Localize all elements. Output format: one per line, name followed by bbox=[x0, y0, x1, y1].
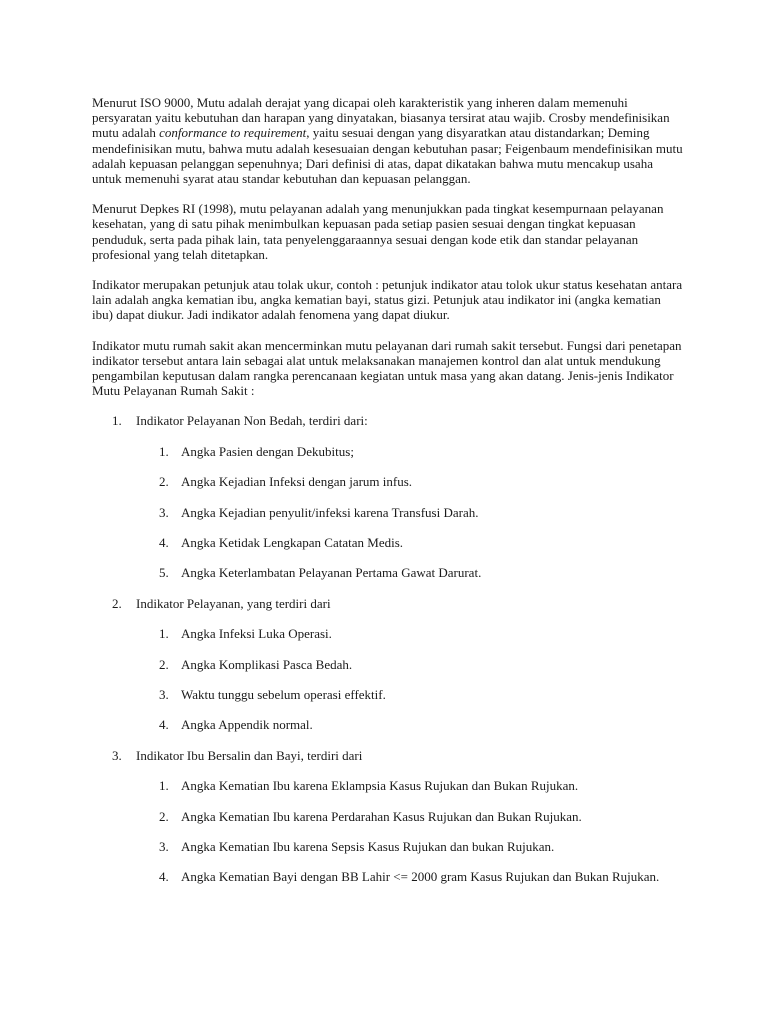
sub-list bbox=[136, 778, 684, 884]
sub-list-text: Waktu tunggu sebelum operasi effektif. bbox=[181, 686, 386, 702]
document-body bbox=[92, 95, 684, 900]
sub-list-number: 1. bbox=[159, 443, 169, 459]
paragraph-text: , yaitu sesuai dengan yang disyaratkan atau distandarkan; Deming mendefinisikan mutu, bahwa mutu adalah kesesuaian dengan kebutuhan pasar; Feigenbaum mendefinisikan mutu adalah kepuasan pelanggan sepenuhnya; Dari definisi di atas, dapat dikatakan bahwa mutu mencakup usaha untuk memenuhi syarat atau standar kebutuhan dan kepuasan pelanggan. bbox=[92, 125, 683, 187]
list-label: Indikator Ibu Bersalin dan Bayi, terdiri dari bbox=[136, 747, 363, 763]
sub-list-text: Angka Kematian Bayi dengan BB Lahir <= 2000 gram Kasus Rujukan dan Bukan Rujukan. bbox=[181, 869, 660, 885]
sub-list-text: Angka Kejadian Infeksi dengan jarum infus. bbox=[181, 474, 413, 490]
sub-list-item bbox=[136, 626, 684, 641]
sub-list-item bbox=[136, 687, 684, 702]
sub-list-item bbox=[136, 505, 684, 520]
paragraph-hospital-indicator: Indikator mutu rumah sakit akan mencerminkan mutu pelayanan dari rumah sakit tersebut. Fungsi dari penetapan indikator tersebut antara lain sebagai alat untuk melaksanakan manajemen kontrol dan alat untuk mendukung pengambilan keputusan dalam rangka perencanaan kegiatan untuk masa yang akan datang. Jenis-jenis Indikator Mutu Pelayanan Rumah Sakit : bbox=[92, 337, 682, 399]
paragraph-iso-definition bbox=[92, 95, 684, 186]
sub-list-item bbox=[136, 809, 684, 824]
sub-list-text: Angka Ketidak Lengkapan Catatan Medis. bbox=[181, 535, 404, 551]
sub-list-number: 3. bbox=[159, 838, 169, 854]
list-number: 1. bbox=[112, 413, 122, 429]
sub-list-text: Angka Kematian Ibu karena Sepsis Kasus Rujukan dan bukan Rujukan. bbox=[181, 838, 555, 854]
sub-list-item bbox=[136, 535, 684, 550]
list-number: 2. bbox=[112, 595, 122, 611]
sub-list-number: 3. bbox=[159, 504, 169, 520]
list-label: Indikator Pelayanan, yang terdiri dari bbox=[136, 595, 331, 611]
sub-list-item bbox=[136, 565, 684, 580]
sub-list-number: 2. bbox=[159, 656, 169, 672]
sub-list-item bbox=[136, 869, 684, 884]
sub-list-number: 4. bbox=[159, 535, 169, 551]
sub-list-text: Angka Kejadian penyulit/infeksi karena Transfusi Darah. bbox=[181, 504, 479, 520]
sub-list bbox=[136, 626, 684, 732]
sub-list-number: 2. bbox=[159, 808, 169, 824]
sub-list bbox=[136, 444, 684, 581]
sub-list-number: 3. bbox=[159, 686, 169, 702]
sub-list-number: 2. bbox=[159, 474, 169, 490]
sub-list-number: 5. bbox=[159, 565, 169, 581]
sub-list-number: 4. bbox=[159, 717, 169, 733]
paragraph-text: Menurut ISO 9000, Mutu adalah derajat yang dicapai oleh karakteristik yang inheren dalam memenuhi persyaratan yaitu kebutuhan dan harapan yang dinyatakan, biasanya tersirat atau wajib. Crosby mendefinisikan mutu adalah bbox=[92, 95, 670, 141]
sub-list-text: Angka Kematian Ibu karena Eklampsia Kasus Rujukan dan Bukan Rujukan. bbox=[181, 778, 579, 794]
sub-list-text: Angka Appendik normal. bbox=[181, 717, 313, 733]
paragraph-indicator-definition: Indikator merupakan petunjuk atau tolak ukur, contoh : petunjuk indikator atau tolok ukur status kesehatan antara lain adalah angka kematian ibu, angka kematian bayi, status gizi. Petunjuk atau indikator ini (angka kematian ibu) dapat diukur. Jadi indikator adalah fenomena yang dapat diukur. bbox=[92, 277, 683, 323]
sub-list-item bbox=[136, 444, 684, 459]
italic-phrase: conformance to requirement bbox=[159, 125, 307, 141]
paragraph-depkes-definition: Menurut Depkes RI (1998), mutu pelayanan adalah yang menunjukkan pada tingkat kesempurnaan pelayanan kesehatan, yang di satu pihak menimbulkan kepuasan pada setiap pasien sesuai dengan tingkat kepuasan penduduk, serta pada pihak lain, tata penyelenggaraannya sesuai dengan kode etik dan standar pelayanan profesional yang telah ditetapkan. bbox=[92, 201, 664, 262]
list-item bbox=[92, 748, 684, 885]
list-label: Indikator Pelayanan Non Bedah, terdiri dari: bbox=[136, 413, 368, 429]
sub-list-number: 1. bbox=[159, 778, 169, 794]
sub-list-item bbox=[136, 717, 684, 732]
sub-list-item bbox=[136, 474, 684, 489]
sub-list-number: 4. bbox=[159, 869, 169, 885]
list-item bbox=[92, 413, 684, 580]
sub-list-number: 1. bbox=[159, 626, 169, 642]
list-item bbox=[92, 596, 684, 733]
sub-list-text: Angka Pasien dengan Dekubitus; bbox=[181, 443, 354, 459]
sub-list-item bbox=[136, 839, 684, 854]
list-number: 3. bbox=[112, 747, 122, 763]
sub-list-text: Angka Keterlambatan Pelayanan Pertama Gawat Darurat. bbox=[181, 565, 482, 581]
indicator-list bbox=[92, 413, 684, 884]
sub-list-text: Angka Kematian Ibu karena Perdarahan Kasus Rujukan dan Bukan Rujukan. bbox=[181, 808, 582, 824]
sub-list-item bbox=[136, 657, 684, 672]
sub-list-text: Angka Infeksi Luka Operasi. bbox=[181, 626, 332, 642]
sub-list-text: Angka Komplikasi Pasca Bedah. bbox=[181, 656, 353, 672]
sub-list-item bbox=[136, 778, 684, 793]
